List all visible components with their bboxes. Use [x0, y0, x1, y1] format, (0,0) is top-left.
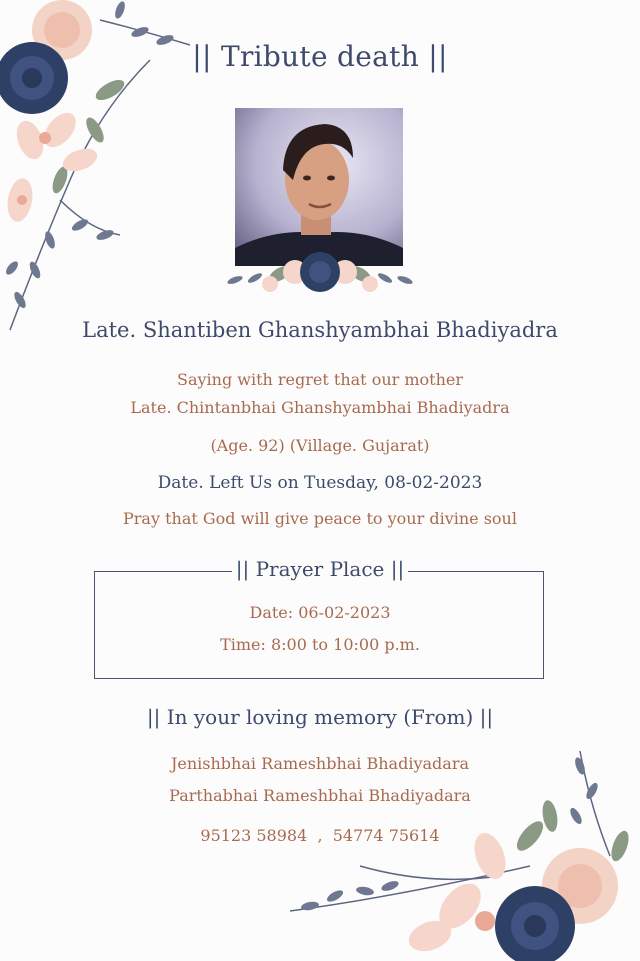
- mother-name: Late. Chintanbhai Ghanshyambhai Bhadiyadra: [130, 398, 510, 417]
- memory-name-2: Parthabhai Rameshbhai Bhadiyadara: [169, 786, 471, 805]
- memory-name-1: Jenishbhai Rameshbhai Bhadiyadara: [170, 754, 469, 773]
- date-left: Date. Left Us on Tuesday, 08-02-2023: [157, 473, 483, 493]
- page-title: || Tribute death ||: [192, 40, 448, 73]
- prayer-place-box: [94, 571, 544, 679]
- deceased-name: Late. Shantiben Ghanshyambhai Bhadiyadra: [82, 318, 558, 342]
- age-village: (Age. 92) (Village. Gujarat): [210, 436, 430, 455]
- regret-message: Saying with regret that our mother: [176, 370, 464, 389]
- contact-phones: 95123 58984 , 54774 75614: [200, 826, 440, 845]
- prayer-place-title: || Prayer Place ||: [232, 557, 408, 581]
- memory-heading: || In your loving memory (From) ||: [146, 705, 494, 729]
- portrait-flower-garland: [220, 240, 420, 304]
- prayer-date: Date: 06-02-2023: [249, 603, 391, 622]
- floral-decoration-bottom-right: [280, 746, 640, 961]
- prayer-message: Pray that God will give peace to your divine soul: [123, 509, 517, 528]
- prayer-time: Time: 8:00 to 10:00 p.m.: [220, 635, 420, 654]
- prayer-place-heading: [0, 557, 640, 581]
